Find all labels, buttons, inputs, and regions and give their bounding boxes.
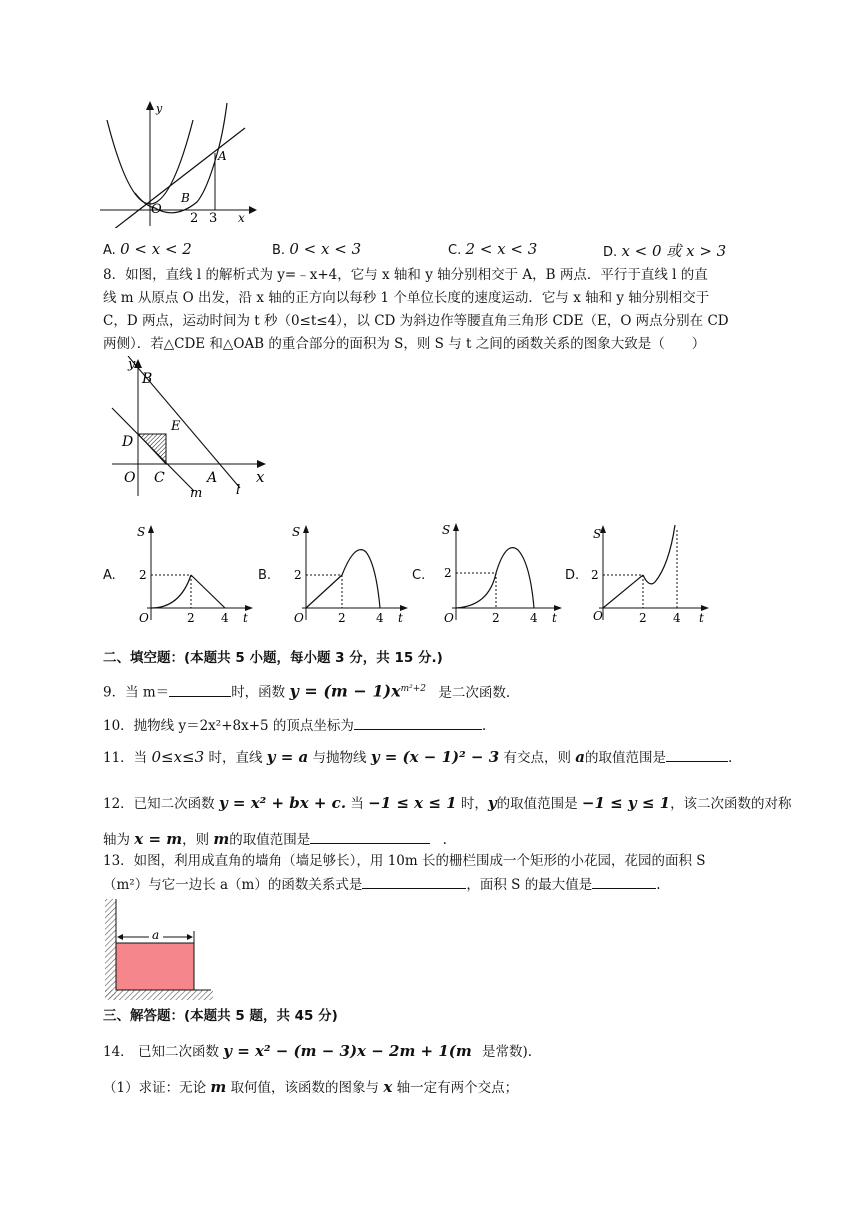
- svg-text:2: 2: [187, 611, 195, 625]
- q8-line-1: 8．如图，直线 l 的解析式为 y=﹣x+4，它与 x 轴和 y 轴分别相交于 A，B 两点．平行于直线 l 的直: [103, 267, 708, 283]
- svg-text:2: 2: [294, 568, 302, 582]
- svg-text:S: S: [593, 527, 602, 541]
- q8-graph-a: [125, 520, 255, 630]
- q8-graph-d: [587, 520, 717, 630]
- svg-text:O: O: [294, 611, 304, 625]
- section-2-title: 二、填空题：(本题共 5 小题，每小题 3 分，共 15 分.): [103, 650, 443, 666]
- svg-text:4: 4: [376, 611, 384, 625]
- svg-text:t: t: [398, 611, 403, 625]
- q7-tick-2: 2: [190, 211, 199, 226]
- q11-answer-blank[interactable]: [666, 747, 728, 762]
- q8-figure: [108, 356, 273, 501]
- q7-origin-label: O: [151, 202, 162, 217]
- svg-text:O: O: [593, 609, 603, 623]
- q12-line-1: 12．已知二次函数 y = x² + bx + c. 当 −1 ≤ x ≤ 1 时，y的取值范围是 −1 ≤ y ≤ 1，该二次函数的对称: [103, 794, 792, 812]
- q13-max-blank[interactable]: [592, 874, 656, 889]
- svg-text:2: 2: [639, 611, 647, 625]
- q8-l-label: l: [236, 483, 241, 498]
- q7-point-b-label: B: [181, 191, 190, 205]
- q8-e-label: E: [171, 419, 181, 434]
- q8-option-c[interactable]: C. S t O 2 2 4: [412, 518, 562, 628]
- q10: 10．抛物线 y＝2x²+8x+5 的顶点坐标为 .: [103, 715, 486, 737]
- q7-option-d[interactable]: D. x < 0 或 x > 3: [603, 242, 727, 260]
- svg-text:S: S: [137, 525, 146, 539]
- q10-answer-blank[interactable]: [354, 715, 482, 730]
- q7-option-c[interactable]: C. 2 < x < 3: [448, 240, 538, 258]
- svg-text:2: 2: [338, 611, 346, 625]
- q7-tick-3: 3: [209, 211, 218, 226]
- svg-text:2: 2: [139, 568, 147, 582]
- svg-text:2: 2: [444, 566, 452, 580]
- q7-point-a-label: A: [218, 149, 227, 163]
- q8-line-3: C，D 两点，运动时间为 t 秒（0≤t≤4），以 CD 为斜边作等腰直角三角形 CDE（E，O 两点分别在 CD: [103, 313, 729, 329]
- q7-option-a[interactable]: A. 0 < x < 2: [103, 240, 192, 258]
- q13-garden-figure: [103, 897, 215, 1007]
- q8-d-label: D: [122, 434, 134, 450]
- q9-formula: y = (m − 1)x: [289, 681, 401, 701]
- q8-o-label: O: [124, 470, 136, 486]
- garden-rect: [116, 943, 194, 990]
- svg-text:t: t: [699, 611, 704, 625]
- q8-option-a[interactable]: A. S t O 2 2 4: [103, 520, 253, 630]
- q14-stem: 14． 已知二次函数 y = x² − (m − 3)x − 2m + 1(m 是常数).: [103, 1042, 533, 1060]
- q13-function-blank[interactable]: [362, 874, 466, 889]
- q7-graph: [95, 98, 265, 228]
- svg-text:t: t: [552, 611, 557, 625]
- svg-text:S: S: [292, 525, 301, 539]
- q7-options: [103, 240, 743, 262]
- q8-graph-b: [280, 520, 410, 630]
- svg-text:4: 4: [221, 611, 229, 625]
- svg-text:O: O: [444, 611, 454, 625]
- svg-text:4: 4: [530, 611, 538, 625]
- svg-text:O: O: [139, 611, 149, 625]
- svg-text:2: 2: [591, 568, 599, 582]
- q8-option-b[interactable]: B. S t O 2 2 4: [258, 520, 408, 630]
- q13-line-1: 13．如图，利用成直角的墙角（墙足够长），用 10m 长的栅栏围成一个矩形的小花园，花园的面积 S: [103, 853, 706, 869]
- q11: 11．当 0≤x≤3 时，直线 y = a 与抛物线 y = (x − 1)² − 3 有交点，则 a的取值范围是 .: [103, 748, 733, 766]
- q8-x-label: x: [256, 468, 265, 486]
- q8-a-label: A: [207, 470, 218, 486]
- q14-part-1: （1）求证：无论 m 取何值，该函数的图象与 x 轴一定有两个交点；: [103, 1078, 519, 1096]
- q13-line-2: （m²）与它一边长 a（m）的函数关系式是 ，面积 S 的最大值是 .: [103, 874, 661, 896]
- q13-a-label: a: [152, 928, 160, 942]
- q8-b-label: B: [142, 371, 153, 387]
- q8-m-label: m: [190, 486, 203, 501]
- svg-text:S: S: [442, 523, 451, 537]
- q8-c-label: C: [154, 470, 165, 486]
- q9: 9．当 m＝ 时，函数 $y = (m - 1)x^{m^2+2}$ 是二次函数.: [103, 681, 511, 701]
- q7-x-label: x: [238, 211, 245, 225]
- q12-answer-blank[interactable]: [310, 829, 430, 844]
- q8-line-2: 线 m 从原点 O 出发，沿 x 轴的正方向以每秒 1 个单位长度的速度运动．它与 x 轴和 y 轴分别相交于: [103, 290, 710, 306]
- svg-text:4: 4: [673, 611, 681, 625]
- svg-text:2: 2: [492, 611, 500, 625]
- q7-y-label: y: [156, 102, 163, 115]
- svg-text:t: t: [243, 611, 248, 625]
- q8-option-d[interactable]: D. S t O 2 2 4: [565, 520, 715, 630]
- q12-line-2: 轴为 x = m，则 m的取值范围是 .: [103, 830, 447, 848]
- section-3-title: 三、解答题：(本题共 5 题，共 45 分): [103, 1008, 338, 1024]
- q8-graph-c: [434, 518, 564, 628]
- q8-y-label: y: [128, 357, 136, 372]
- q7-option-b[interactable]: B. 0 < x < 3: [272, 240, 362, 258]
- q8-line-4: 两侧）．若△CDE 和△OAB 的重合部分的面积为 S，则 S 与 t 之间的函数关系的图象大致是（ ）: [103, 336, 706, 352]
- q9-answer-blank[interactable]: [169, 682, 231, 697]
